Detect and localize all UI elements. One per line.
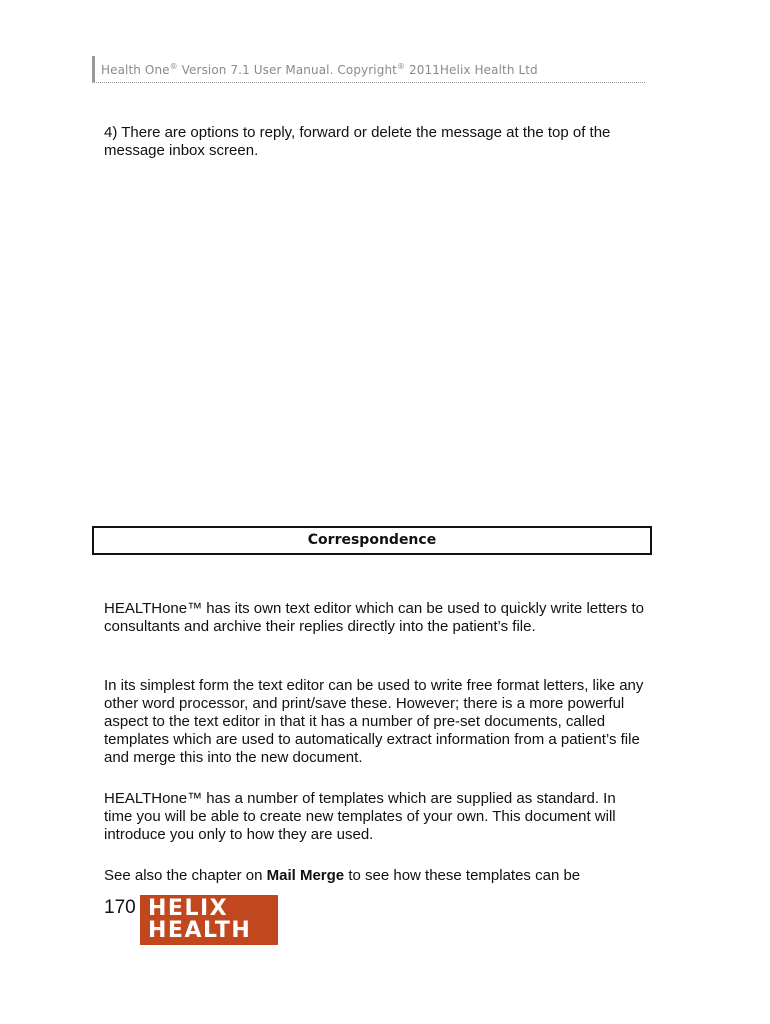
page-header xyxy=(92,56,645,83)
body-paragraph-1: HEALTHone™ has its own text editor which can be used to quickly write letters to consultants and archive their replies directly into the patient’s file. xyxy=(104,600,644,635)
helix-health-logo xyxy=(140,895,278,945)
header-product: Health One xyxy=(101,63,170,77)
logo-line-helix: HELIX xyxy=(148,896,229,921)
mail-merge-reference: Mail Merge xyxy=(266,867,345,884)
header-version: Version 7.1 User Manual. Copyright xyxy=(177,63,397,77)
intro-paragraph: 4) There are options to reply, forward or delete the message at the top of the message inbox screen. xyxy=(104,124,611,159)
header-copyright-mark: ® xyxy=(396,62,406,71)
logo-line-health: HEALTH xyxy=(148,918,252,943)
page-header-text xyxy=(101,62,538,77)
body-paragraph-3: HEALTHone™ has a number of templates which are supplied as standard. In time you will be able to create new templates of your own. This document will introduce you only to how they are used. xyxy=(104,790,616,843)
page-number: 170 xyxy=(104,897,136,918)
paragraph-4-start: See also the chapter on xyxy=(104,867,267,884)
section-title: Correspondence xyxy=(307,532,437,548)
body-paragraph-2: In its simplest form the text editor can be used to write free format letters, like any other word processor, and print/save these. However; there is a more powerful aspect to the text editor in that it has a number of pre-set documents, called templates which are used to automatically extract information from a patient’s file and merge this into the new document. xyxy=(104,677,644,766)
paragraph-4-end: to see how these templates can be xyxy=(344,867,581,884)
header-reg-mark: ® xyxy=(169,62,178,71)
body-paragraph-4 xyxy=(104,867,644,885)
section-heading-box xyxy=(92,526,652,555)
header-year-company: 2011Helix Health Ltd xyxy=(405,63,538,77)
